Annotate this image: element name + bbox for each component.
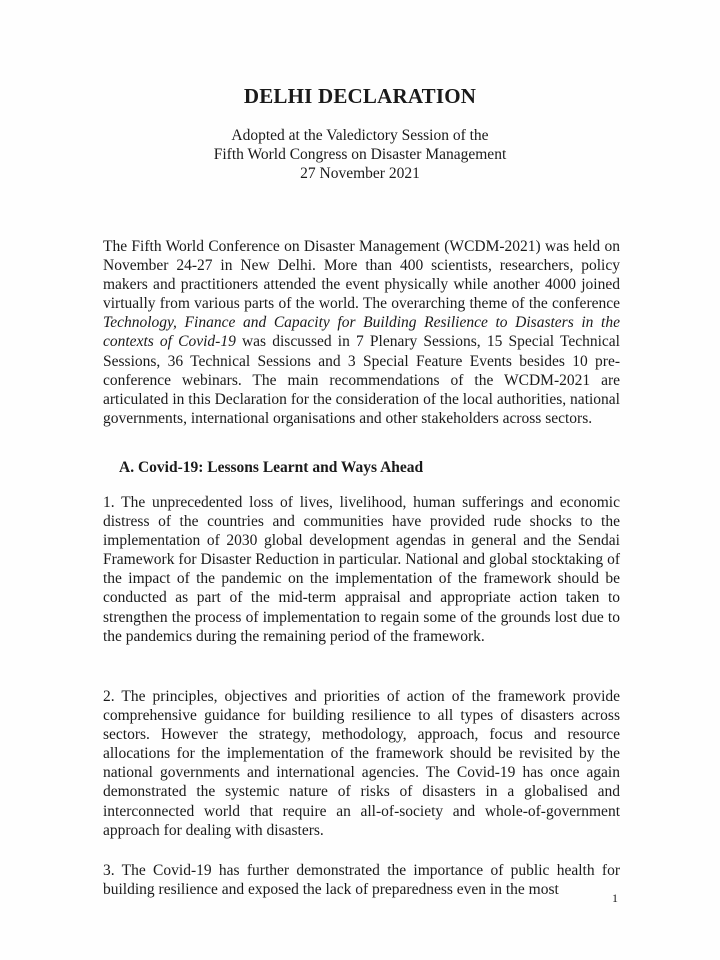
- section-heading: A. Covid-19: Lessons Learnt and Ways Ahead: [119, 459, 424, 476]
- intro-text-end: was discussed in 7 Plenary Sessions, 15 Special Technical Sessions, 36 Technical Sessions and 3 Special Feature Events besides 10 pre-conference webinars. The main recommendations of the WCDM-2021 are articulated in this Declaration for the consideration of the local authorities, national governments, international organisations and other stakeholders across sectors.: [103, 333, 620, 427]
- page-title: DELHI DECLARATION: [243, 84, 477, 108]
- paragraph-2: 2. The principles, objectives and priorities of action of the framework provide comprehensive guidance for building resilience to all types of disasters across sectors. However the strategy, methodology, approach, focus and resource allocations for the implementation of the framework should be revisited by the national governments and international agencies. The Covid-19 has once again demonstrated the systemic nature of risks of disasters in a globalised and interconnected world that require an all-of-society and whole-of-government approach for dealing with disasters.: [103, 688, 620, 839]
- intro-paragraph: [103, 237, 620, 428]
- page-number: 1: [612, 891, 618, 905]
- intro-text-start: The Fifth World Conference on Disaster Management (WCDM-2021) was held on November 24-27 in New Delhi. More than 400 scientists, researchers, policy makers and practitioners attended the event physically while another 4000 joined virtually from various parts of the world. The overarching theme of the conference: [103, 238, 620, 313]
- conference-theme: Technology, Finance and Capacity for Building Resilience to Disasters in the contexts of Covid-19: [103, 314, 620, 351]
- paragraph-1: 1. The unprecedented loss of lives, livelihood, human sufferings and economic distress of the countries and communities have provided rude shocks to the implementation of 2030 global development agendas in general and the Sendai Framework for Disaster Reduction in particular. National and global stocktaking of the impact of the pandemic on the implementation of the framework should be conducted as part of the mid-term appraisal and appropriate action taken to strengthen the process of implementation to regain some of the grounds lost due to the pandemics during the remaining period of the framework.: [103, 494, 620, 645]
- paragraph-3: 3. The Covid-19 has further demonstrated the importance of public health for building resilience and exposed the lack of preparedness even in the most: [103, 862, 620, 899]
- subtitle-line-2: Fifth World Congress on Disaster Management: [213, 146, 507, 163]
- subtitle-date: 27 November 2021: [300, 165, 420, 182]
- subtitle-block: [0, 126, 720, 183]
- subtitle-line-1: Adopted at the Valedictory Session of the: [231, 127, 489, 144]
